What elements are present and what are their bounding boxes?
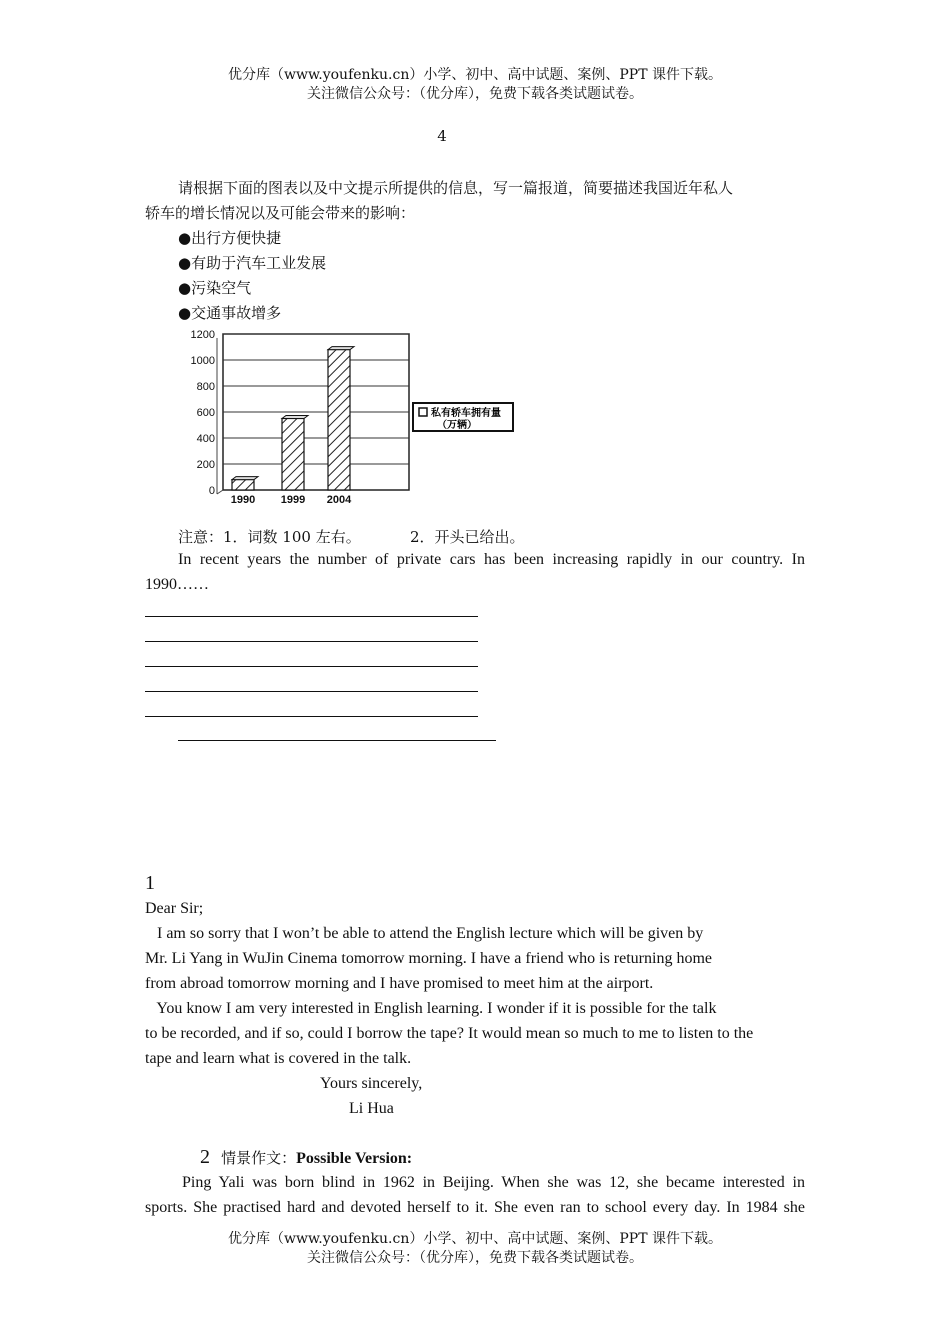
y-tick-label: 600 xyxy=(196,407,215,419)
x-tick-label: 1990 xyxy=(230,494,256,506)
letter-line: I am so sorry that I won’t be able to attend the English lecture which will be given by xyxy=(145,925,704,942)
car-ownership-chart xyxy=(175,322,530,510)
bullet-item: ●交通事故增多 xyxy=(178,304,282,322)
x-tick-label: 2004 xyxy=(326,494,352,506)
legend-unit: （万辆） xyxy=(437,420,477,431)
answer-line[interactable] xyxy=(145,716,478,717)
y-tick-label: 400 xyxy=(196,433,215,445)
x-tick-label: 1999 xyxy=(280,494,306,506)
section-2-line-1: Ping Yali was born blind in 1962 in Beijing. When she was 12, she became interested in xyxy=(182,1174,805,1191)
answer-line[interactable] xyxy=(145,666,478,667)
answer-line[interactable] xyxy=(145,641,478,642)
y-tick-label: 200 xyxy=(196,459,215,471)
bullet-item: ●污染空气 xyxy=(178,279,252,297)
answer-number-2: 2 xyxy=(200,1146,210,1168)
instruction-line-2: 轿车的增长情况以及可能会带来的影响： xyxy=(145,204,416,222)
letter-salutation: Dear Sir; xyxy=(145,900,204,917)
letter-line: You know I am very interested in English learning. I wonder if it is possible for the talk xyxy=(145,1000,717,1017)
chart-bars xyxy=(232,347,354,490)
letter-line: from abroad tomorrow morning and I have promised to meet him at the airport. xyxy=(145,975,654,992)
bar-top-1999 xyxy=(282,416,308,419)
bullet-item: ●出行方便快捷 xyxy=(178,229,282,247)
note-opening: 2．开头已给出。 xyxy=(410,528,525,546)
page-header xyxy=(0,66,950,104)
letter-line: Mr. Li Yang in WuJin Cinema tomorrow morning. I have a friend who is returning home xyxy=(145,950,712,967)
y-axis-ticks xyxy=(191,329,215,497)
y-tick-label: 800 xyxy=(196,381,215,393)
answer-line[interactable] xyxy=(145,616,478,617)
section-2-title-en: Possible Version: xyxy=(296,1150,413,1167)
section-2-title-zh: 情景作文： xyxy=(221,1149,297,1167)
answer-number-1: 1 xyxy=(145,872,155,894)
answer-line[interactable] xyxy=(145,691,478,692)
y-tick-label: 0 xyxy=(208,485,215,497)
page-number: 4 xyxy=(437,127,447,145)
page-footer xyxy=(0,1230,950,1268)
letter-closing: Yours sincerely, xyxy=(320,1075,423,1092)
legend-label: 私有轿车拥有量 xyxy=(431,408,501,419)
footer-line-2: 关注微信公众号：（优分库），免费下载各类试题试卷。 xyxy=(307,1250,643,1266)
x-axis-labels xyxy=(231,494,352,506)
opening-line-1: In recent years the number of private cars has been increasing rapidly in our country. In xyxy=(178,551,805,568)
answer-line[interactable] xyxy=(178,740,496,741)
bar-1990 xyxy=(232,480,254,490)
bar-1999 xyxy=(282,419,304,491)
bullet-item: ●有助于汽车工业发展 xyxy=(178,254,327,272)
y-tick-label: 1200 xyxy=(190,329,215,341)
header-line-1: 优分库（www.youfenku.cn）小学、初中、高中试题、案例、PPT 课件下载。 xyxy=(227,67,722,83)
instruction-line-1: 请根据下面的图表以及中文提示所提供的信息，写一篇报道，简要描述我国近年私人 xyxy=(178,179,734,197)
bar-top-2004 xyxy=(328,347,354,350)
legend-swatch xyxy=(419,408,427,416)
y-tick-label: 1000 xyxy=(190,355,215,367)
note-word-count: 注意：1．词数 100 左右。 xyxy=(178,528,361,546)
footer-line-1: 优分库（www.youfenku.cn）小学、初中、高中试题、案例、PPT 课件下载。 xyxy=(227,1231,722,1247)
letter-line: to be recorded, and if so, could I borrow the tape? It would mean so much to me to listen to the xyxy=(145,1025,754,1042)
chart-grid xyxy=(217,334,409,494)
letter-line: tape and learn what is covered in the talk. xyxy=(145,1050,412,1067)
section-2-heading xyxy=(200,1146,412,1169)
chart-legend xyxy=(413,403,513,431)
bar-2004 xyxy=(328,350,350,490)
plot-wall xyxy=(217,490,223,494)
bar-top-1990 xyxy=(232,477,258,480)
header-line-2: 关注微信公众号：（优分库），免费下载各类试题试卷。 xyxy=(307,86,643,102)
opening-line-2: 1990…… xyxy=(145,576,209,593)
section-2-line-2: sports. She practised hard and devoted herself to it. She even ran to school every day. In 1984 she xyxy=(145,1199,805,1216)
letter-signature: Li Hua xyxy=(349,1100,394,1117)
